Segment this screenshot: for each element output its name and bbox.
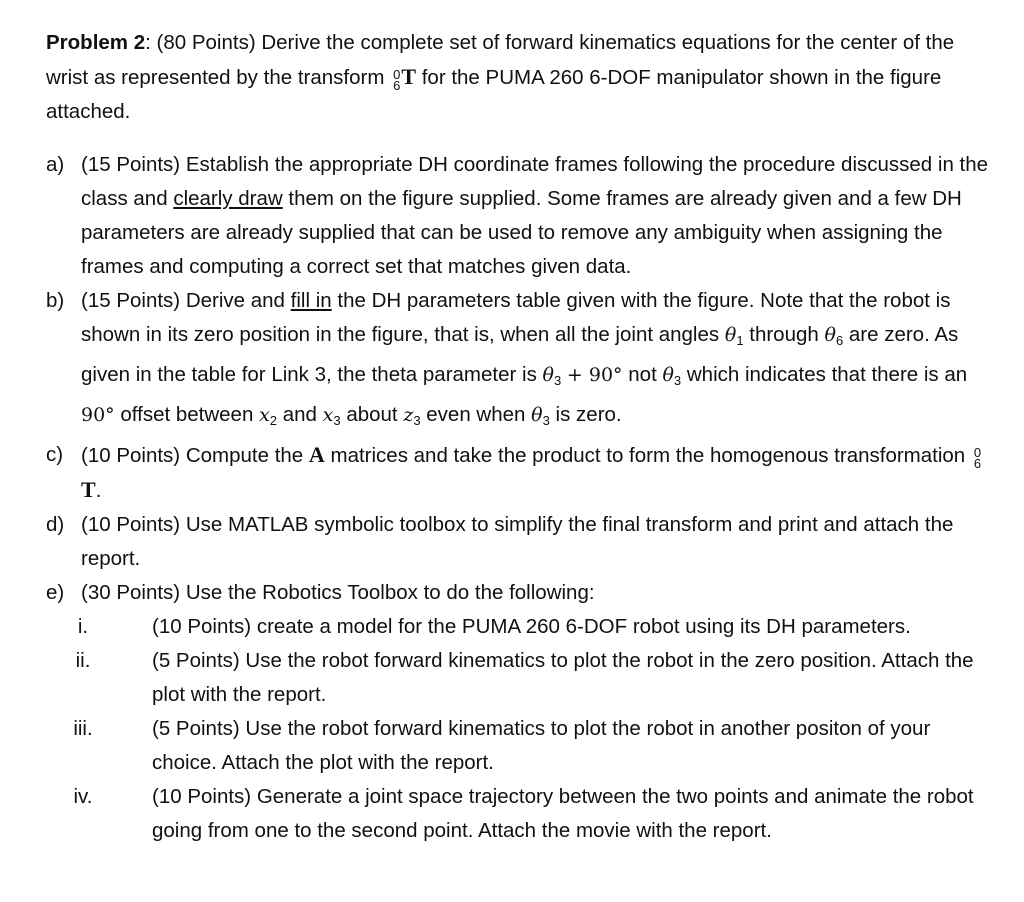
clearly-draw-emphasis: clearly draw <box>173 187 283 210</box>
part-e-i: i. (10 Points) create a model for the PUMA 260 6-DOF robot using its DH parameters. <box>77 615 911 638</box>
part-a-label: a) <box>46 153 65 176</box>
problem-heading: Problem 2 <box>46 31 146 54</box>
problem-intro: Problem 2: (80 Points) Derive the complete set of forward kinematics equations for the center of the wrist as represented by the transform 0 6 T for the PUMA 260 6-DOF manipulator shown in the figure attached. <box>46 31 955 123</box>
part-a: a) (15 Points) Establish the appropriate DH coordinate frames following the procedure discussed in the class and clearly draw them on the figure supplied. Some frames are already given and a few DH parameters are already supplied that can be used to remove any ambiguity when assigning the frames and computing a correct set that matches given data. <box>46 148 991 284</box>
part-e-iii: iii. (5 Points) Use the robot forward kinematics to plot the robot in another positon of your choice. Attach the plot with the report. <box>73 717 931 774</box>
fill-in-emphasis: fill in <box>290 289 332 312</box>
part-d: d) (10 Points) Use MATLAB symbolic toolbox to simplify the final transform and print and attach the report. <box>46 508 991 576</box>
part-c-label: c) <box>46 443 64 466</box>
part-e-label: e) <box>46 581 65 604</box>
part-e: e) (30 Points) Use the Robotics Toolbox to do the following: <box>46 576 991 610</box>
part-b: b) (15 Points) Derive and fill in the DH parameters table given with the figure. Note that the robot is shown in its zero position in the figure, that is, when all the joint angles $\theta_1$ through $\theta_6$ are zero. As given in the table for Link 3, the theta parameter is $\theta_3 + 90^\circ$ not $\theta_3$ which indicates that there is an 90° offset between $x_2$ and $x_3$ about $z_3$ even when $\theta_3$ is zero. <box>46 284 991 438</box>
part-e-iv: iv. (10 Points) Generate a joint space trajectory between the two points and animate the robot going from one to the second point. Attach the movie with the report. <box>73 785 974 842</box>
part-b-label: b) <box>46 289 65 312</box>
part-e-ii: ii. (5 Points) Use the robot forward kinematics to plot the robot in the zero position. Attach the plot with the report. <box>75 649 974 706</box>
problem-document <box>46 26 991 848</box>
part-d-label: d) <box>46 513 65 536</box>
part-c: c) (10 Points) Compute the A matrices and take the product to form the homogenous transformation 0 6 T. <box>46 438 991 508</box>
transform-prescripts: 0 6 <box>393 67 401 93</box>
a-matrix-symbol: A <box>308 442 325 467</box>
